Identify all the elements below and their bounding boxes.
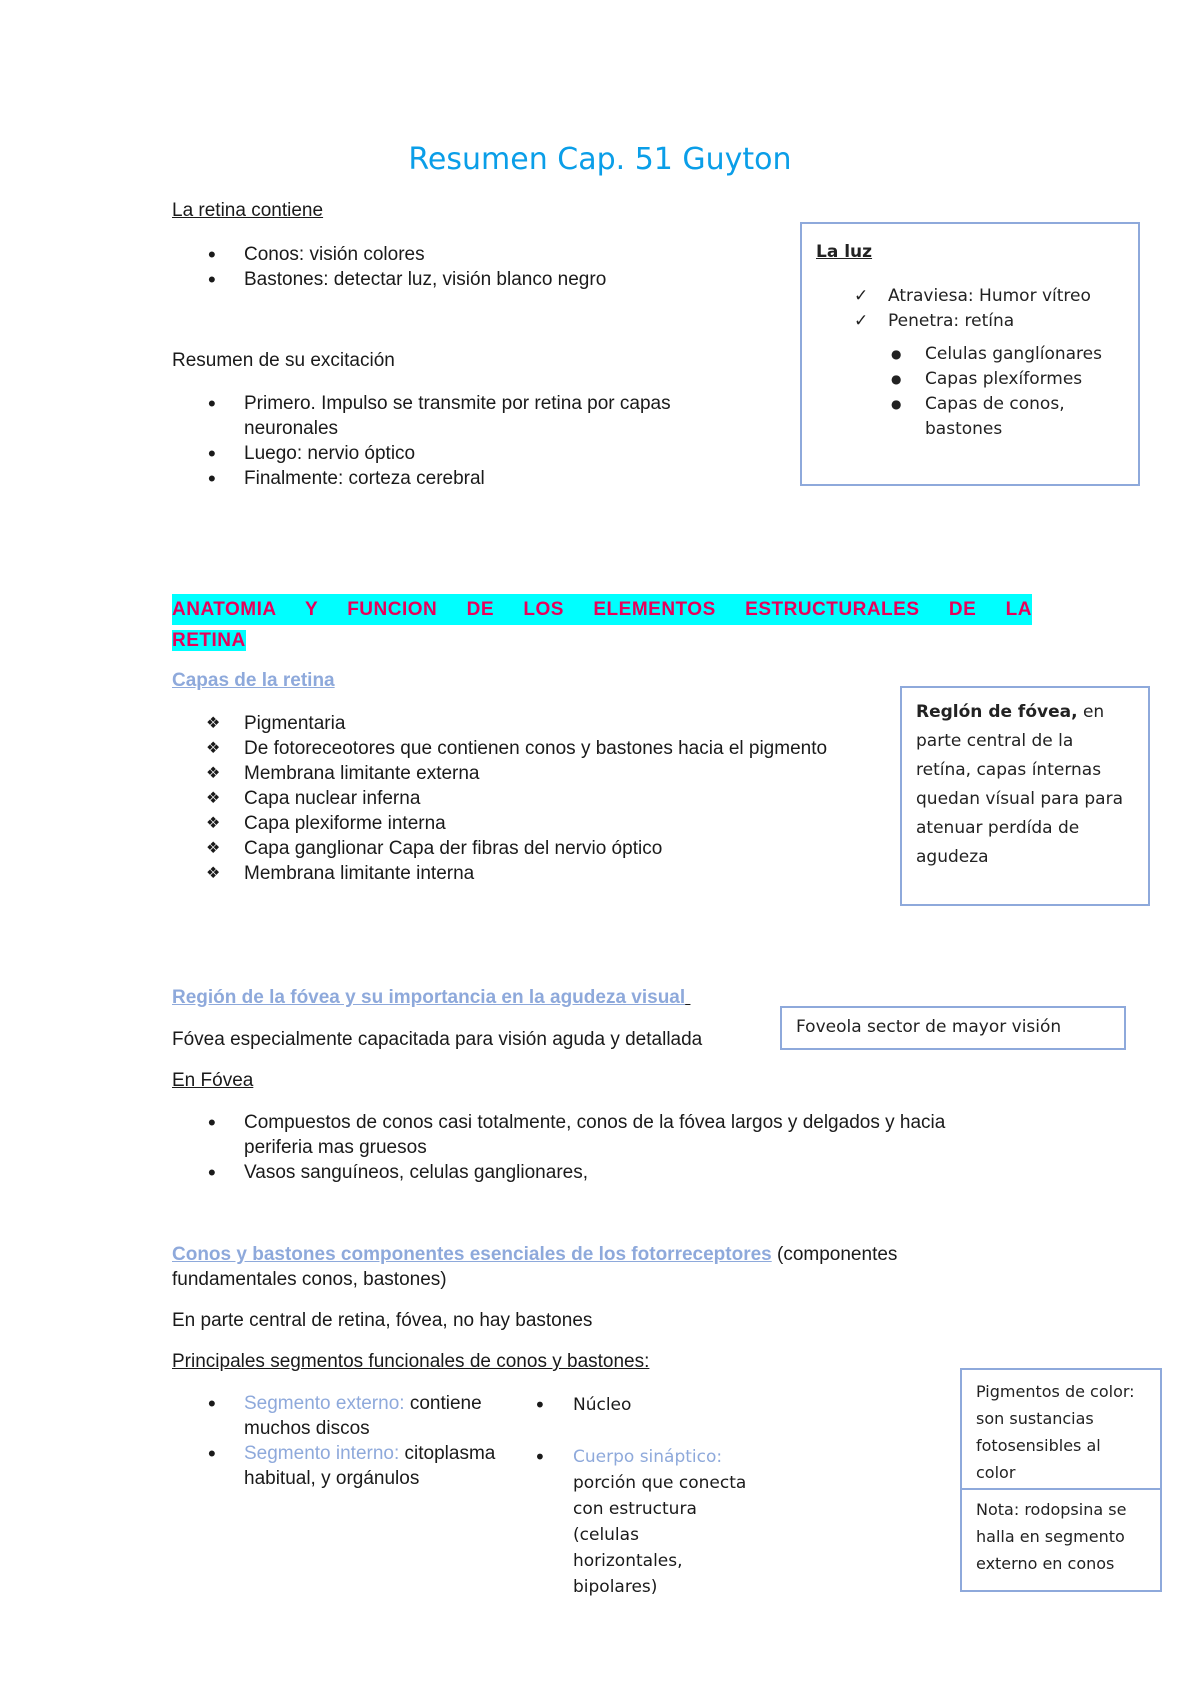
list-item: • Primero. Impulso se transmite por retina por capas <box>172 391 792 416</box>
fovea-sentence: Fóvea especialmente capacitada para visión aguda y detallada <box>172 1029 703 1050</box>
fovea-heading-row <box>172 987 690 1009</box>
list-item: • Luego: nervio óptico <box>172 441 792 466</box>
list-item: • Núcleo <box>534 1393 632 1417</box>
fovea-subheading: En Fóvea <box>172 1070 254 1091</box>
segment-label: Segmento interno: <box>244 1443 400 1464</box>
section-heading-line2: RETINA <box>172 630 246 651</box>
luz-checks <box>888 284 1138 334</box>
segment-text: citoplasma <box>399 1443 496 1464</box>
pigmentos-bottom <box>976 1496 1126 1577</box>
list-item: ● Celulas ganglíonares <box>925 342 1135 367</box>
list-item: • Bastones: detectar luz, visión blanco negro <box>172 267 792 292</box>
foveola-text: Foveola sector de mayor visión <box>796 1017 1062 1037</box>
list-item: ❖ Membrana limitante externa <box>172 761 892 786</box>
list-item: • Vasos sanguíneos, celulas ganglionares, <box>172 1160 1032 1185</box>
list-item: ● Capas plexíformes <box>925 367 1135 392</box>
luz-bullets <box>925 342 1135 442</box>
fovea-box-line: agudeza <box>916 847 989 867</box>
list-item: ❖ Capa plexiforme interna <box>172 811 892 836</box>
pigmentos-line: fotosensibles al <box>976 1436 1101 1455</box>
pigmentos-line: externo en conos <box>976 1554 1115 1573</box>
segment-text: porción que conecta <box>573 1473 747 1493</box>
fovea-box-line: retína, capas ínternas <box>916 760 1102 780</box>
fovea-list <box>172 1110 1032 1185</box>
intro-heading: La retina contiene <box>172 200 324 221</box>
pigmentos-line: Pigmentos de color: <box>976 1382 1135 1401</box>
pigmentos-box <box>960 1368 1162 1592</box>
fovea-box-line: quedan vísual para para <box>916 789 1124 809</box>
conos-heading-rest: (componentes <box>771 1244 898 1265</box>
foveola-box <box>780 1006 1126 1050</box>
conos-subheading: Principales segmentos funcionales de conos y bastones: <box>172 1351 650 1372</box>
list-item: • Conos: visión colores <box>172 242 792 267</box>
fovea-box-line: en <box>1082 702 1105 722</box>
fovea-box <box>900 686 1150 906</box>
page-title: Resumen Cap. 51 Guyton <box>408 142 792 177</box>
fovea-heading[interactable]: Región de la fóvea y su importancia en la agudeza visual <box>172 987 686 1008</box>
fovea-box-line: parte central de la <box>916 731 1074 751</box>
segment-text: Núcleo <box>573 1395 632 1415</box>
check-item: ✓ Penetra: retína <box>888 309 1138 334</box>
segment-label: Segmento externo: <box>244 1393 405 1414</box>
pigmentos-line: color <box>976 1463 1016 1482</box>
list-item: • Finalmente: corteza cerebral <box>172 466 792 491</box>
list-item: ❖ Membrana limitante interna <box>172 861 892 886</box>
pigmentos-line: son sustancias <box>976 1409 1094 1428</box>
excitation-list <box>172 391 792 491</box>
segments-left-list <box>172 1391 532 1491</box>
excitation-heading: Resumen de su excitación <box>172 350 395 371</box>
list-item: ❖ De fotoreceotores que contienen conos y bastones hacia el pigmento <box>172 736 892 761</box>
list-item: ❖ Capa ganglionar Capa der fibras del nervio óptico <box>172 836 892 861</box>
section-heading-line1: ANATOMIA Y FUNCION DE LOS ELEMENTOS ESTRUCTURALES DE LA <box>172 594 1032 625</box>
intro-list <box>172 242 792 292</box>
luz-box <box>800 222 1140 486</box>
luz-heading: La luz <box>816 242 873 262</box>
pigmentos-divider <box>962 1488 1160 1490</box>
conos-heading-line2: fundamentales conos, bastones) <box>172 1269 447 1290</box>
fovea-box-bold: Reglón de fóvea, <box>916 702 1078 722</box>
capas-heading[interactable]: Capas de la retina <box>172 670 335 691</box>
fovea-box-text <box>916 698 1141 872</box>
list-item: • Cuerpo sináptico: porción que conecta con estructura (celulas horizontales, bipolares) <box>528 1444 768 1600</box>
segment-text: con estructura (celulas <box>573 1499 697 1545</box>
list-item-continuation: neuronales <box>244 418 339 439</box>
pigmentos-line: halla en segmento <box>976 1527 1125 1546</box>
conos-sentence: En parte central de retina, fóvea, no hay bastones <box>172 1310 593 1331</box>
list-item <box>172 1391 532 1416</box>
list-item-continuation: habitual, y orgánulos <box>244 1468 420 1489</box>
conos-heading-block <box>172 1242 972 1292</box>
check-item: ✓ Atraviesa: Humor vítreo <box>888 284 1138 309</box>
segments-right-list <box>528 1392 768 1600</box>
pigmentos-line: Nota: rodopsina se <box>976 1500 1127 1519</box>
list-item <box>172 1441 532 1466</box>
capas-list <box>172 711 892 886</box>
fovea-box-line: atenuar perdída de <box>916 818 1080 838</box>
conos-heading[interactable]: Conos y bastones componentes esenciales de los fotorreceptores <box>172 1244 772 1265</box>
segment-label: Cuerpo sináptico: <box>573 1447 723 1467</box>
list-item: ❖ Pigmentaria <box>172 711 892 736</box>
section-heading <box>172 594 1032 656</box>
list-item-continuation: periferia mas gruesos <box>244 1137 427 1158</box>
list-item: • Compuestos de conos casi totalmente, conos de la fóvea largos y delgados y hacia <box>172 1110 1032 1135</box>
segment-text: contiene <box>404 1393 482 1414</box>
segment-text: horizontales, bipolares) <box>573 1551 683 1597</box>
list-item-continuation: muchos discos <box>244 1418 370 1439</box>
list-item-continuation: bastones <box>925 419 1003 439</box>
list-item: ❖ Capa nuclear inferna <box>172 786 892 811</box>
list-item: ● Capas de conos, <box>925 392 1135 417</box>
pigmentos-top <box>976 1378 1135 1486</box>
